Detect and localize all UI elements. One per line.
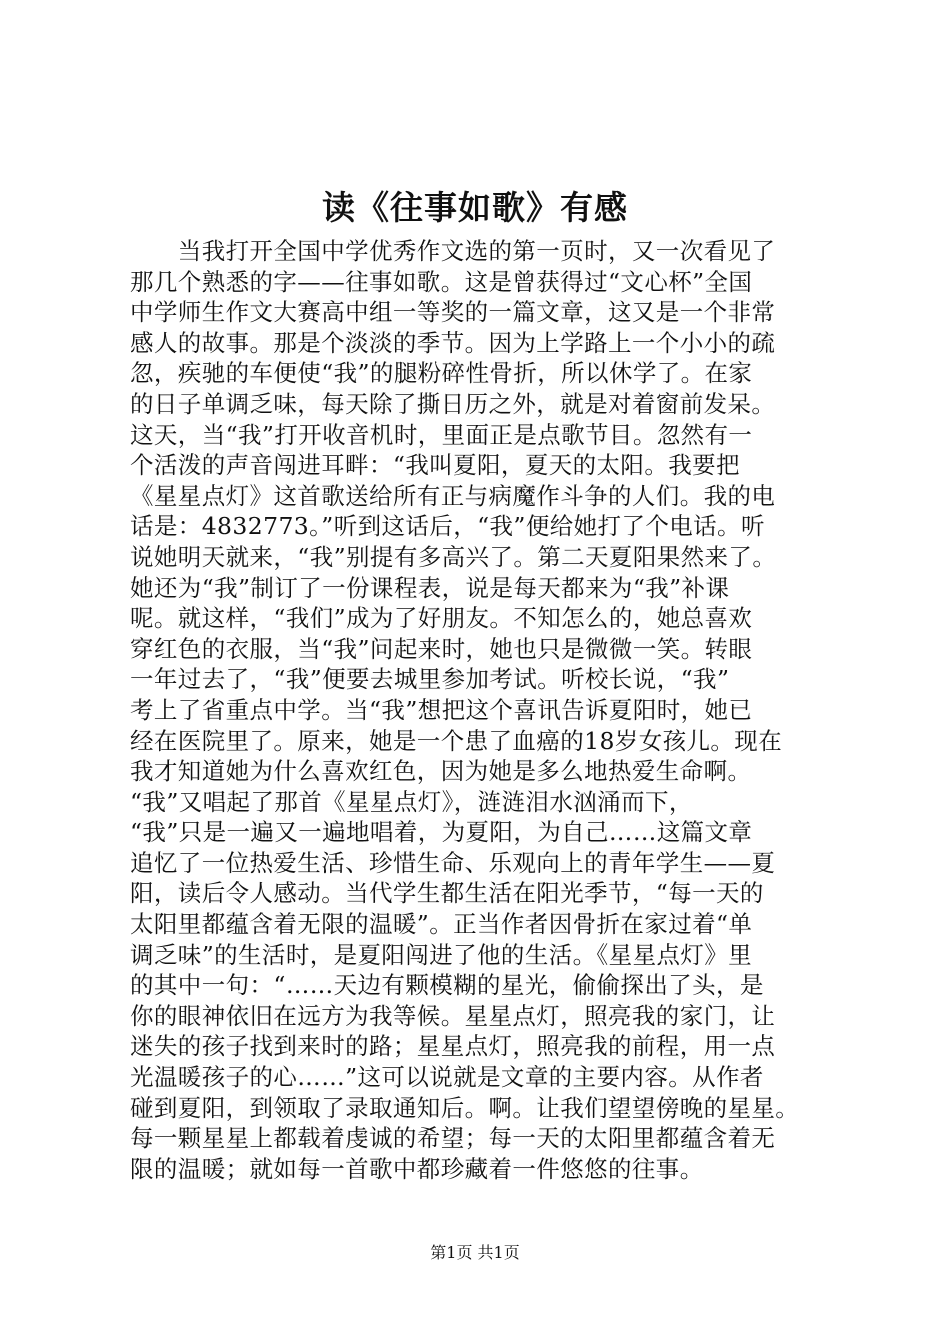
body-line: 太阳里都蕴含着无限的温暖”。正当作者因骨折在家过着“单 <box>130 910 753 939</box>
body-line: 调乏味”的生活时，是夏阳闯进了他的生活。《星星点灯》里 <box>130 940 753 969</box>
body-line: 每一颗星星上都载着虔诚的希望；每一天的太阳里都蕴含着无 <box>130 1124 776 1153</box>
body-line: 的其中一句：“……天边有颗模糊的星光，偷偷探出了头，是 <box>130 971 764 1000</box>
body-line: “我”只是一遍又一遍地唱着，为夏阳，为自己……这篇文章 <box>130 818 753 847</box>
body-line: 我才知道她为什么喜欢红色，因为她是多么地热爱生命啊。 <box>130 757 752 786</box>
body-line: “我”又唱起了那首《星星点灯》，涟涟泪水汹涌而下， <box>130 787 693 816</box>
body-line: 穿红色的衣服，当“我”问起来时，她也只是微微一笑。转眼 <box>130 634 753 663</box>
body-line: 光温暖孩子的心……”这可以说就是文章的主要内容。从作者 <box>130 1063 764 1092</box>
body-line: 那几个熟悉的字——往事如歌。这是曾获得过“文心杯”全国 <box>130 267 753 296</box>
body-line: 经在医院里了。原来，她是一个患了血癌的18岁女孩儿。现在 <box>130 726 783 755</box>
body-line: 个活泼的声音闯进耳畔：“我叫夏阳，夏天的太阳。我要把 <box>130 451 740 480</box>
body-line: 忽，疾驰的车便使“我”的腿粉碎性骨折，所以休学了。在家 <box>130 359 753 388</box>
body-line: 阳，读后令人感动。当代学生都生活在阳光季节，“每一天的 <box>130 879 764 908</box>
body-line: 当我打开全国中学优秀作文选的第一页时，又一次看见了 <box>130 237 776 265</box>
body-line: 一年过去了，“我”便要去城里参加考试。听校长说，“我” <box>130 665 730 694</box>
document-body <box>130 236 834 1184</box>
body-line: 中学师生作文大赛高中组一等奖的一篇文章，这又是一个非常 <box>130 298 776 327</box>
body-line: 碰到夏阳，到领取了录取通知后。啊。让我们望望傍晚的星星。 <box>130 1093 800 1122</box>
body-line: 考上了省重点中学。当“我”想把这个喜讯告诉夏阳时，她已 <box>130 695 753 724</box>
body-line: 这天，当“我”打开收音机时，里面正是点歌节目。忽然有一 <box>130 420 753 449</box>
body-line: 你的眼神依旧在远方为我等候。星星点灯，照亮我的家门，让 <box>130 1001 776 1030</box>
body-line: 《星星点灯》这首歌送给所有正与病魔作斗争的人们。我的电 <box>130 481 776 510</box>
body-line: 追忆了一位热爱生活、珍惜生命、乐观向上的青年学生——夏 <box>130 848 776 877</box>
body-line: 她还为“我”制订了一份课程表，说是每天都来为“我”补课 <box>130 573 730 602</box>
body-line: 说她明天就来，“我”别提有多高兴了。第二天夏阳果然来了。 <box>130 542 777 571</box>
body-line: 感人的故事。那是个淡淡的季节。因为上学路上一个小小的疏 <box>130 328 776 357</box>
body-line: 限的温暖；就如每一首歌中都珍藏着一件悠悠的往事。 <box>130 1154 704 1183</box>
page-footer: 第1页 共1页 <box>430 1243 520 1262</box>
body-line: 话是：4832773。”听到这话后，“我”便给她打了个电话。听 <box>130 512 765 541</box>
body-line: 迷失的孩子找到来时的路；星星点灯，照亮我的前程，用一点 <box>130 1032 776 1061</box>
body-line: 呢。就这样，“我们”成为了好朋友。不知怎么的，她总喜欢 <box>130 604 753 633</box>
document-title: 读《往事如歌》有感 <box>322 188 628 227</box>
body-line: 的日子单调乏味，每天除了撕日历之外，就是对着窗前发呆。 <box>130 389 776 418</box>
